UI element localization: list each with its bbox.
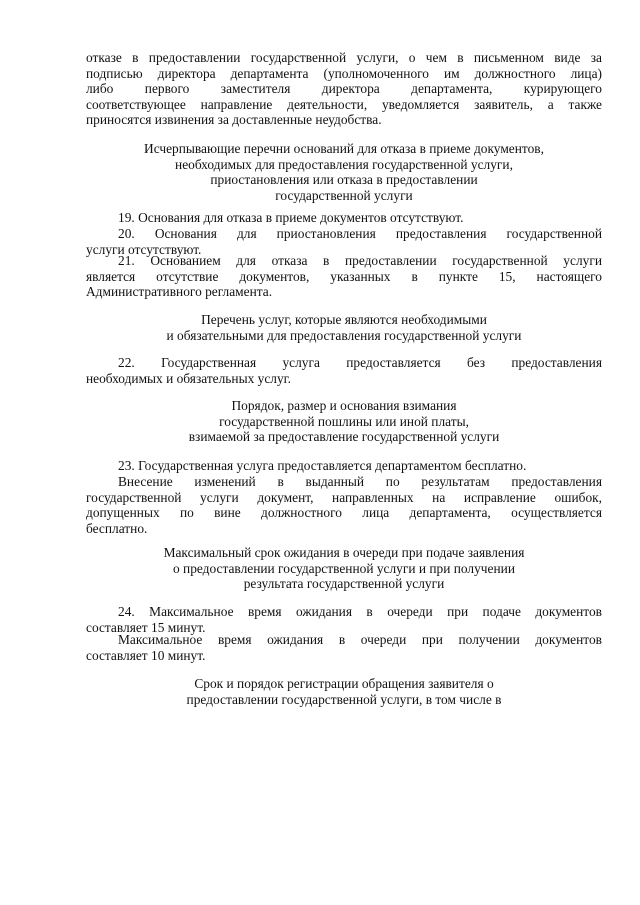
paragraph-23-amendments bbox=[86, 474, 602, 536]
heading-line: и обязательными для предоставления государственной услуги bbox=[166, 327, 522, 343]
text-line: является отсутствие документов, указанных в пункте 15, настоящего bbox=[86, 268, 602, 284]
section-heading-refusal-grounds bbox=[86, 141, 602, 203]
heading-line: взимаемой за предоставление государственной услуги bbox=[188, 429, 500, 445]
section-heading-queue bbox=[86, 545, 602, 592]
text-line: бесплатно. bbox=[86, 520, 148, 536]
heading-line: приостановления или отказа в предоставлении bbox=[210, 172, 478, 188]
text-line: приносятся извинения за доставленные неудобства. bbox=[86, 112, 382, 128]
opening-paragraph bbox=[86, 50, 602, 128]
text-line: Максимальное время ожидания в очереди при получении документов bbox=[118, 632, 602, 647]
text-line: Административного регламента. bbox=[86, 284, 273, 300]
text-line: государственной услуги документ, направленных на исправление ошибок, bbox=[86, 489, 602, 505]
paragraph-24 bbox=[86, 604, 602, 635]
text-line: подписью директора департамента (уполномоченного им должностного лица) bbox=[86, 65, 602, 81]
text-line: соответствующее направление деятельности, уведомляется заявитель, а также bbox=[86, 96, 602, 112]
text-line: необходимых и обязательных услуг. bbox=[86, 370, 291, 386]
heading-line: результата государственной услуги bbox=[243, 576, 445, 592]
text-line: 19. Основания для отказа в приеме документов отсутствуют. bbox=[118, 210, 464, 225]
section-heading-services-list bbox=[86, 312, 602, 343]
heading-line: Перечень услуг, которые являются необходимыми bbox=[201, 312, 487, 327]
text-line: отказе в предоставлении государственной услуги, о чем в письменном виде за bbox=[86, 50, 602, 65]
text-line: 23. Государственная услуга предоставляется департаментом бесплатно. bbox=[118, 458, 527, 473]
text-line: 24. Максимальное время ожидания в очереди при подаче документов bbox=[118, 604, 602, 619]
heading-line: Срок и порядок регистрации обращения заявителя о bbox=[194, 676, 494, 691]
heading-line: государственной услуги bbox=[275, 187, 413, 203]
heading-line: необходимых для предоставления государственной услуги, bbox=[175, 156, 513, 172]
heading-line: предоставлении государственной услуги, в том числе в bbox=[186, 691, 502, 707]
text-line: услуги отсутствуют. bbox=[86, 241, 202, 257]
text-line: допущенных по вине должностного лица департамента, осуществляется bbox=[86, 505, 602, 521]
heading-line: Исчерпывающие перечни оснований для отказа в приеме документов, bbox=[144, 141, 544, 156]
paragraph-22 bbox=[86, 355, 602, 386]
text-line: Внесение изменений в выданный по результатам предоставления bbox=[118, 474, 602, 489]
paragraph-19 bbox=[86, 210, 602, 226]
heading-line: Максимальный срок ожидания в очереди при подаче заявления bbox=[163, 545, 525, 560]
text-line: 21. Основанием для отказа в предоставлении государственной услуги bbox=[118, 253, 602, 268]
text-line: 22. Государственная услуга предоставляется без предоставления bbox=[118, 355, 602, 370]
paragraph-24-receipt bbox=[86, 632, 602, 663]
section-heading-registration bbox=[86, 676, 602, 707]
heading-line: государственной пошлины или иной платы, bbox=[219, 413, 469, 429]
text-line: либо первого заместителя директора департамента, курирующего bbox=[86, 81, 602, 97]
section-heading-fee bbox=[86, 398, 602, 445]
text-line: составляет 10 минут. bbox=[86, 647, 206, 663]
heading-line: о предоставлении государственной услуги и при получении bbox=[173, 560, 515, 576]
text-line: 20. Основания для приостановления предоставления государственной bbox=[118, 226, 602, 241]
paragraph-21 bbox=[86, 253, 602, 300]
text-line: составляет 15 минут. bbox=[86, 619, 206, 635]
paragraph-23 bbox=[86, 458, 602, 474]
heading-line: Порядок, размер и основания взимания bbox=[231, 398, 457, 413]
